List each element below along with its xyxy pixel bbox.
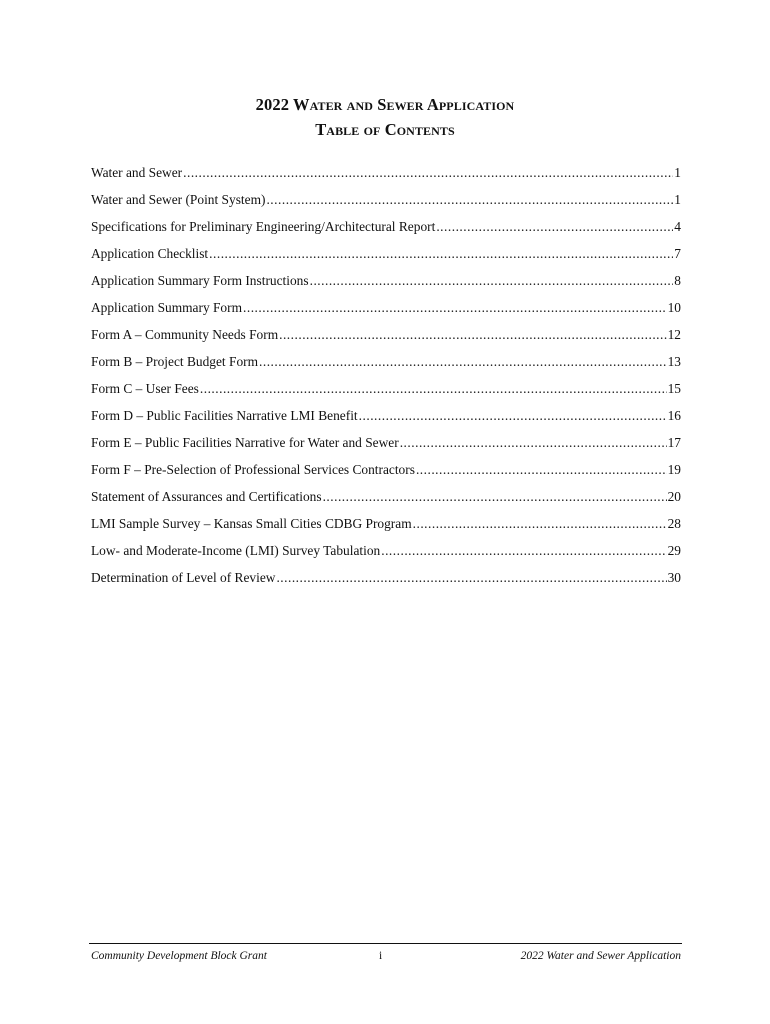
toc-entry-label: Form D – Public Facilities Narrative LMI Benefit xyxy=(91,408,358,423)
toc-entry-page: 10 xyxy=(667,300,681,315)
toc-entry-label: Form B – Project Budget Form xyxy=(91,354,259,369)
toc-entry-page: 7 xyxy=(674,246,681,261)
toc-entry-label: Form F – Pre-Selection of Professional Services Contractors xyxy=(91,462,415,477)
toc-entry[interactable] xyxy=(91,192,681,219)
toc-entry-label: Low- and Moderate-Income (LMI) Survey Tabulation xyxy=(91,543,381,558)
toc-entry-label: Water and Sewer xyxy=(91,165,183,180)
toc-entry[interactable] xyxy=(91,354,681,381)
table-of-contents xyxy=(91,165,681,597)
toc-entry-label: Application Summary Form Instructions xyxy=(91,273,309,288)
toc-entry[interactable] xyxy=(91,435,681,462)
footer-right-text: 2022 Water and Sewer Application xyxy=(520,950,681,962)
toc-entry-page: 17 xyxy=(667,435,681,450)
toc-entry[interactable] xyxy=(91,219,681,246)
toc-entry-page: 20 xyxy=(667,489,681,504)
toc-leader-dots xyxy=(243,300,667,316)
toc-entry-page: 1 xyxy=(674,192,681,207)
toc-leader-dots xyxy=(323,489,667,505)
toc-entry-page: 1 xyxy=(674,165,681,180)
toc-entry-page: 29 xyxy=(667,543,681,558)
toc-entry[interactable] xyxy=(91,543,681,570)
document-title: 2022 Water and Sewer Application xyxy=(255,95,515,114)
toc-entry-label: Specifications for Preliminary Engineering/Architectural Report xyxy=(91,219,436,234)
toc-leader-dots xyxy=(279,327,667,343)
toc-entry-page: 16 xyxy=(667,408,681,423)
toc-entry-label: Water and Sewer (Point System) xyxy=(91,192,266,207)
toc-entry-label: Form E – Public Facilities Narrative for Water and Sewer xyxy=(91,435,399,450)
toc-entry-label: LMI Sample Survey – Kansas Small Cities CDBG Program xyxy=(91,516,412,531)
toc-entry-page: 12 xyxy=(667,327,681,342)
toc-entry[interactable] xyxy=(91,273,681,300)
toc-entry-label: Application Summary Form xyxy=(91,300,243,315)
toc-leader-dots xyxy=(310,273,674,289)
toc-entry-page: 13 xyxy=(667,354,681,369)
toc-entry[interactable] xyxy=(91,408,681,435)
toc-entry-page: 30 xyxy=(667,570,681,585)
toc-entry[interactable] xyxy=(91,381,681,408)
toc-entry[interactable] xyxy=(91,327,681,354)
toc-leader-dots xyxy=(359,408,667,424)
footer-left-text: Community Development Block Grant xyxy=(91,950,267,962)
toc-entry-page: 15 xyxy=(667,381,681,396)
toc-leader-dots xyxy=(200,381,667,397)
toc-leader-dots xyxy=(276,570,666,586)
toc-entry[interactable] xyxy=(91,516,681,543)
toc-leader-dots xyxy=(381,543,666,559)
toc-entry[interactable] xyxy=(91,300,681,327)
toc-entry-page: 4 xyxy=(674,219,681,234)
toc-entry-label: Form C – User Fees xyxy=(91,381,199,396)
toc-leader-dots xyxy=(416,462,667,478)
toc-entry-label: Statement of Assurances and Certifications xyxy=(91,489,322,504)
toc-entry-label: Determination of Level of Review xyxy=(91,570,276,585)
toc-entry-page: 28 xyxy=(667,516,681,531)
toc-leader-dots xyxy=(436,219,673,235)
toc-entry-page: 8 xyxy=(674,273,681,288)
toc-entry[interactable] xyxy=(91,570,681,597)
toc-entry[interactable] xyxy=(91,489,681,516)
toc-leader-dots xyxy=(259,354,667,370)
toc-leader-dots xyxy=(413,516,667,532)
toc-leader-dots xyxy=(400,435,667,451)
toc-entry[interactable] xyxy=(91,246,681,273)
toc-leader-dots xyxy=(266,192,673,208)
toc-leader-dots xyxy=(183,165,673,181)
section-title: Table of Contents xyxy=(315,120,455,139)
toc-entry[interactable] xyxy=(91,165,681,192)
toc-entry[interactable] xyxy=(91,462,681,489)
toc-leader-dots xyxy=(209,246,673,262)
page-number: i xyxy=(379,950,383,962)
toc-entry-page: 19 xyxy=(667,462,681,477)
footer-divider xyxy=(89,943,682,944)
toc-entry-label: Form A – Community Needs Form xyxy=(91,327,279,342)
toc-entry-label: Application Checklist xyxy=(91,246,209,261)
